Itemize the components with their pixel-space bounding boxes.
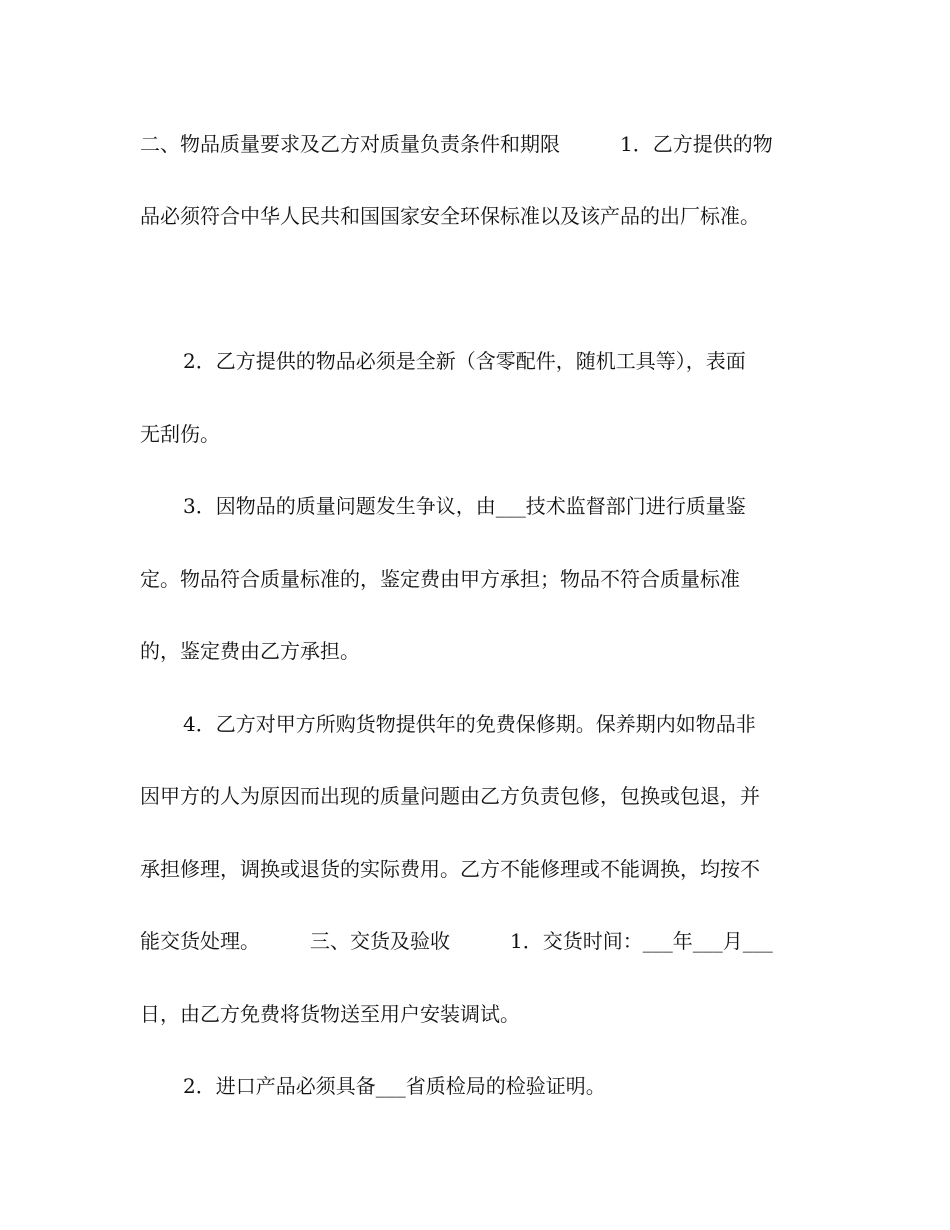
paragraph-line-import-certificate: 2．进口产品必须具备___省质检局的检验证明。 — [183, 1074, 606, 1098]
paragraph-line-delivery-heading: 能交货处理。 三、交货及验收 1．交货时间：___年___月___ — [140, 929, 773, 953]
paragraph-line-no-scratch: 无刮伤。 — [140, 422, 220, 446]
paragraph-line-warranty: 4．乙方对甲方所购货物提供年的免费保修期。保养期内如物品非 — [183, 712, 756, 736]
paragraph-line-quality-heading: 二、物品质量要求及乙方对质量负责条件和期限 1．乙方提供的物 — [140, 132, 773, 156]
paragraph-line-standard: 品必须符合中华人民共和国国家安全环保标准以及该产品的出厂标准。 — [140, 204, 760, 228]
paragraph-line-repair-exchange: 因甲方的人为原因而出现的质量问题由乙方负责包修，包换或包退，并 — [140, 784, 760, 808]
paragraph-line-delivery-install: 日，由乙方免费将货物送至用户安装调试。 — [140, 1002, 520, 1026]
paragraph-line-dispute: 3．因物品的质量问题发生争议，由___技术监督部门进行质量鉴 — [183, 494, 746, 518]
paragraph-line-appraisal-fee-end: 的，鉴定费由乙方承担。 — [140, 639, 360, 663]
paragraph-line-repair-costs: 承担修理，调换或退货的实际费用。乙方不能修理或不能调换，均按不 — [140, 857, 760, 881]
paragraph-line-new-goods: 2．乙方提供的物品必须是全新（含零配件，随机工具等），表面 — [183, 349, 746, 373]
paragraph-line-appraisal-fee: 定。物品符合质量标准的，鉴定费由甲方承担；物品不符合质量标准 — [140, 567, 740, 591]
